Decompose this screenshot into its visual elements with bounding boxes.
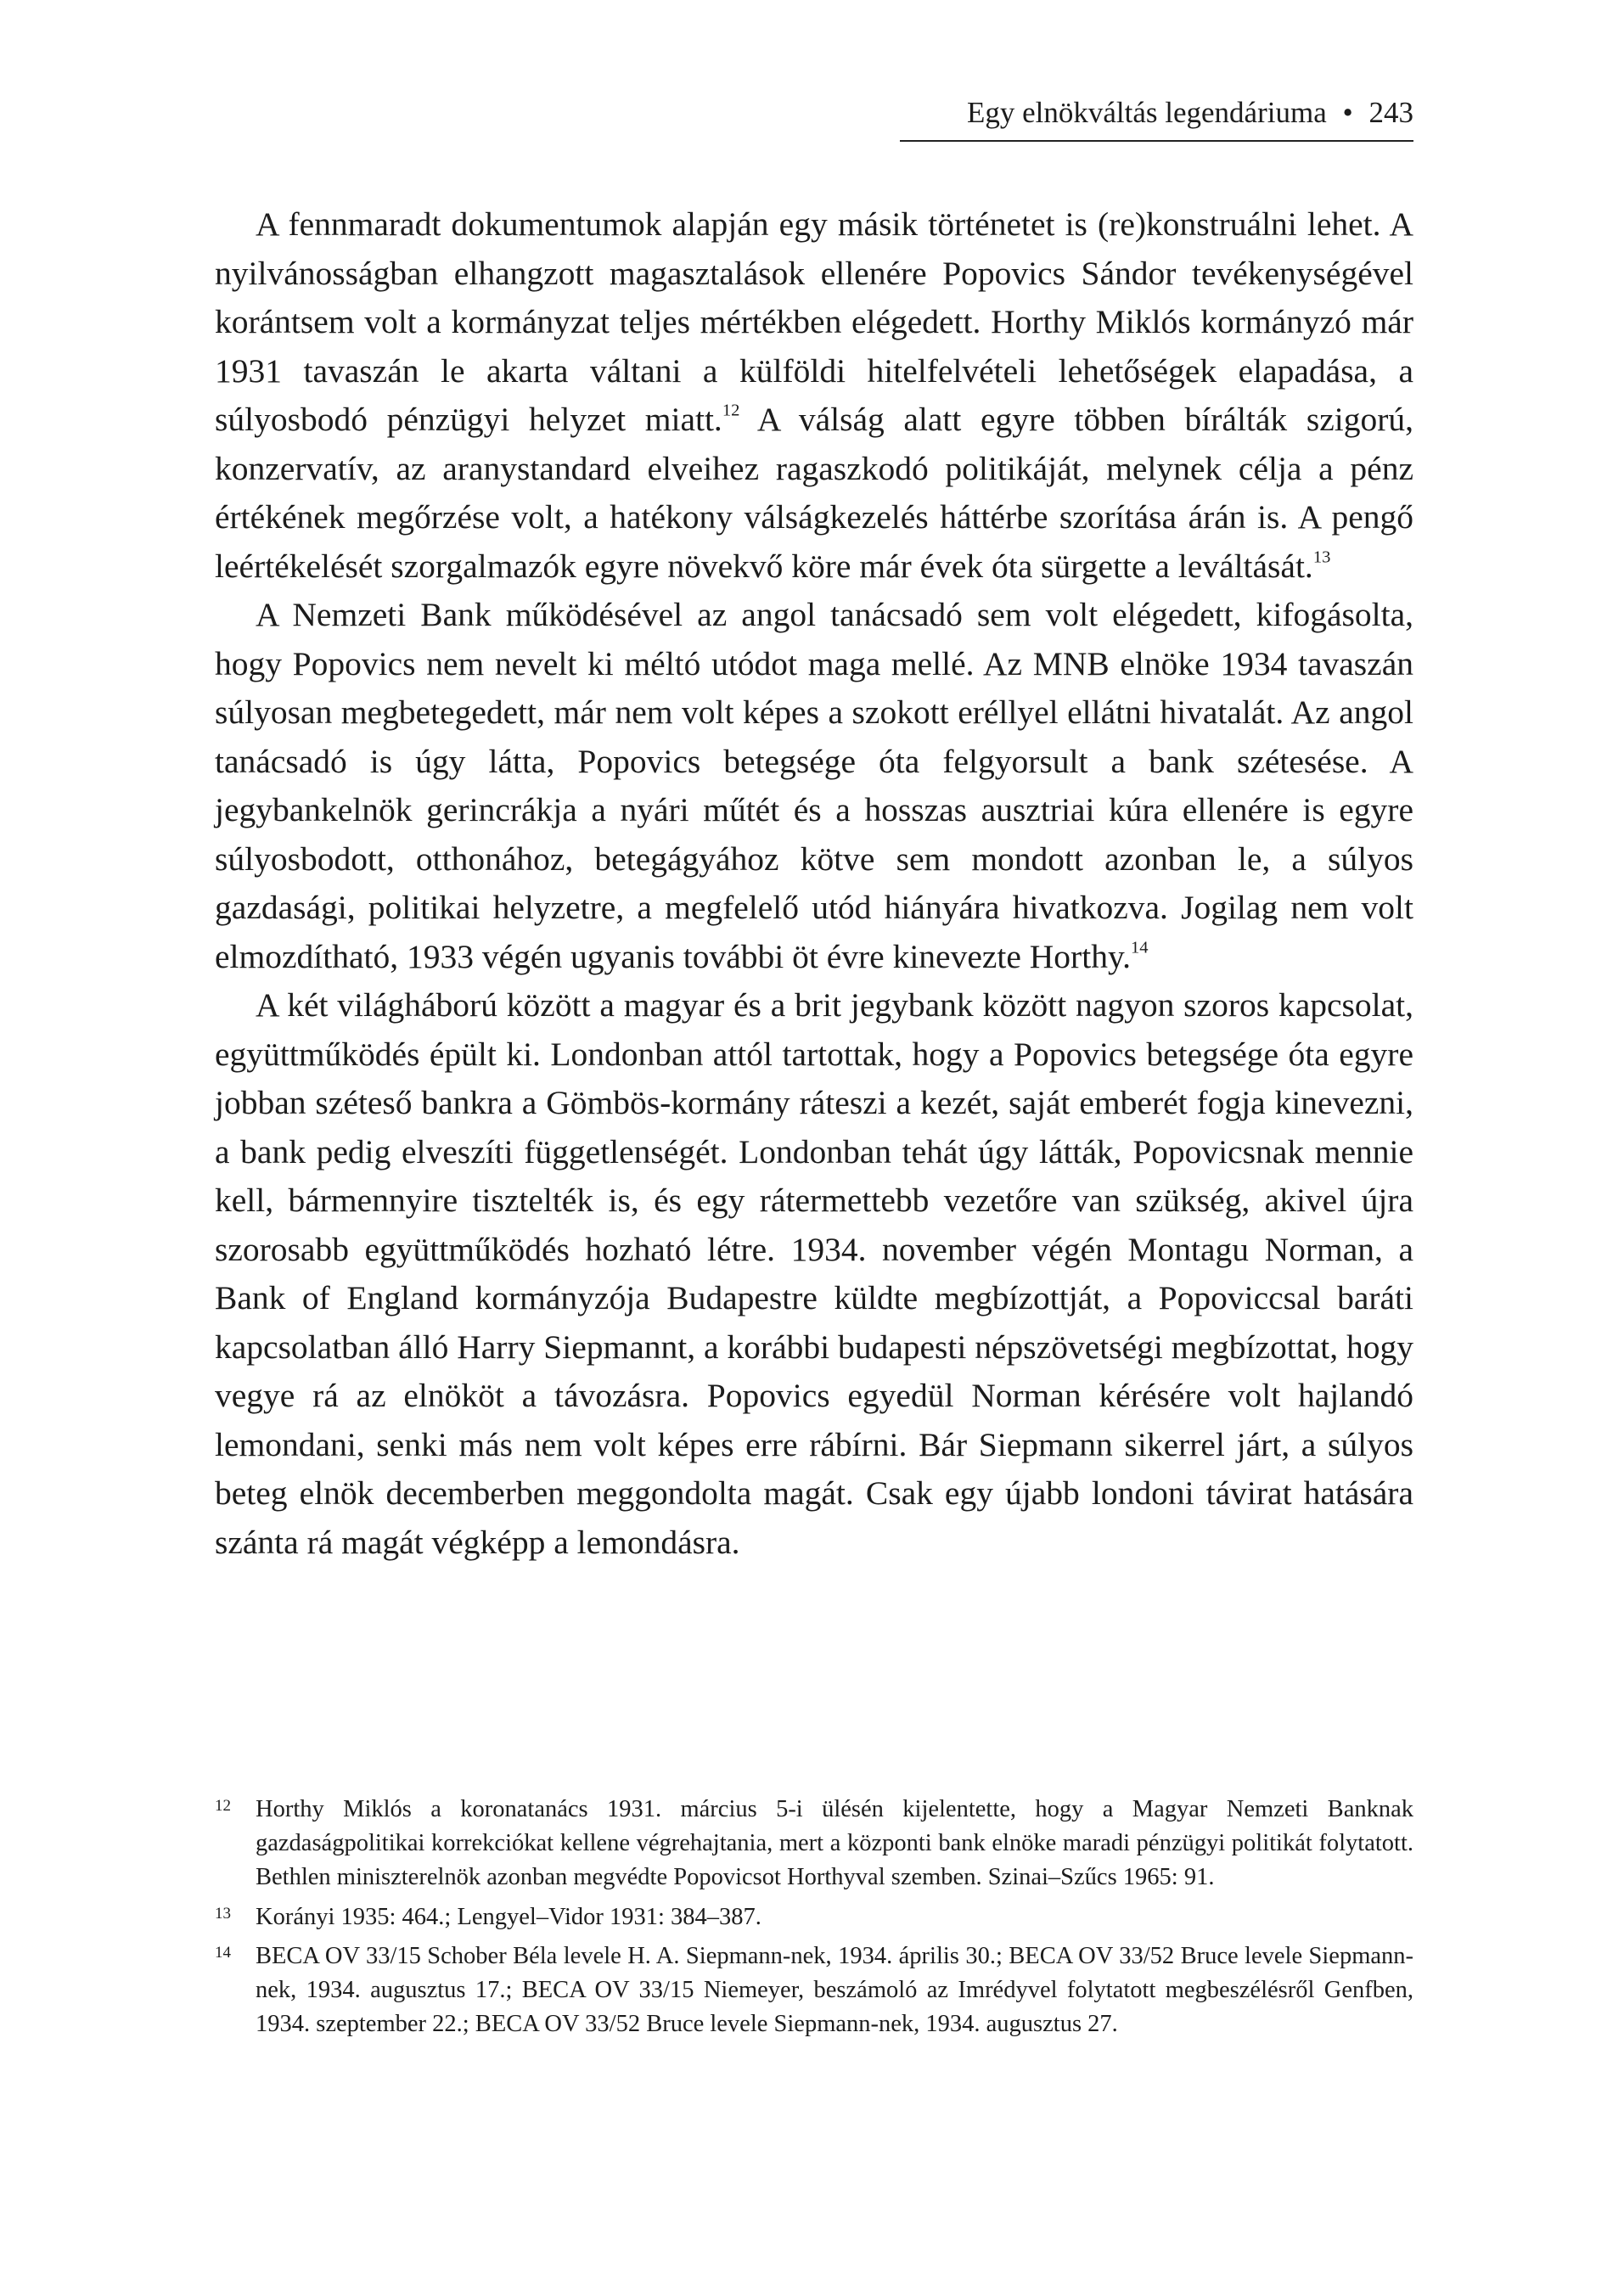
footnote-number: 14	[215, 1943, 231, 1962]
paragraph-2-text: A Nemzeti Bank működésével az angol tanácsadó sem volt elégedett, kifogásolta, hogy Popovics nem nevelt ki méltó utódot maga mellé. Az MNB elnöke 1934 tavaszán súlyosan megbetegedett, már nem volt képes a szokott eréllyel ellátni hivatalát. Az angol tanácsadó is úgy látta, Popovics betegsége óta felgyorsult a bank szétesése. A jegybankelnök gerincrákja a nyári műtét és a hosszas ausztriai kúra ellenére is egyre súlyosbodott, otthonához, betegágyához kötve sem mondott azonban le, a súlyos gazdasági, politikai helyzetre, a megfelelő utód hiányára hivatkozva. Jogilag nem volt elmozdítható, 1933 végén ugyanis további öt évre kinevezte Horthy.	[215, 596, 1413, 975]
footnotes	[215, 1793, 1413, 2046]
paragraph-1	[215, 200, 1413, 591]
chapter-title: Egy elnökváltás legendáriuma	[966, 96, 1327, 129]
page-number: 243	[1368, 96, 1413, 129]
footnote-text: Horthy Miklós a koronatanács 1931. március 5-i ülésén kijelentette, hogy a Magyar Nemzeti Banknak gazdaságpolitikai korrekciókat kellene végrehajtania, mert a központi bank elnöke maradi pénzügyi politikát folytatott. Bethlen miniszterelnök azonban megvédte Popovicsot Horthyval szemben. Szinai–Szűcs 1965: 91.	[256, 1796, 1413, 1891]
footnote-text: BECA OV 33/15 Schober Béla levele H. A. Siepmann-nek, 1934. április 30.; BECA OV 33/52 Bruce levele Siepmann-nek, 1934. augusztus 17.; BECA OV 33/15 Niemeyer, beszámoló az Imrédyvel folytatott megbeszélésről Genfben, 1934. szeptember 22.; BECA OV 33/52 Bruce levele Siepmann-nek, 1934. augusztus 27.	[256, 1942, 1413, 2038]
paragraph-1-text-a: A fennmaradt dokumentumok alapján egy másik történetet is (re)konstruálni lehet. A nyilvánosságban elhangzott magasztalások ellenére Popovics Sándor tevékenységével korántsem volt a kormányzat teljes mértékben elégedett. Horthy Miklós kormányzó már 1931 tavaszán le akarta váltani a külföldi hitelfelvételi lehetőségek elapadása, a súlyosbodó pénzügyi helyzet miatt.	[215, 205, 1413, 438]
main-text	[215, 200, 1413, 1567]
footnote-number: 12	[215, 1797, 231, 1815]
running-header	[900, 89, 1413, 142]
footnote-number: 13	[215, 1904, 231, 1923]
footnote-12	[215, 1793, 1413, 1895]
paragraph-3-text: A két világháború között a magyar és a brit jegybank között nagyon szoros kapcsolat, együttműködés épült ki. Londonban attól tartottak, hogy a Popovics betegsége óta egyre jobban széteső bankra a Gömbös-kormány ráteszi a kezét, saját emberét fogja kinevezni, a bank pedig elveszíti függetlenségét. Londonban tehát úgy látták, Popovicsnak mennie kell, bármennyire tisztelték is, és egy rátermettebb vezetőre van szükség, akivel újra szorosabb együttműködés hozható létre. 1934. november végén Montagu Norman, a Bank of England kormányzója Budapestre küldte megbízottját, a Popoviccsal baráti kapcsolatban álló Harry Siepmannt, a korábbi budapesti népszövetségi megbízottat, hogy vegye rá az elnököt a távozásra. Popovics egyedül Norman kérésére volt hajlandó lemondani, senki más nem volt képes erre rábírni. Bár Siepmann sikerrel járt, a súlyos beteg elnök decemberben meggondolta magát. Csak egy újabb londoni távirat hatására szánta rá magát végképp a lemondásra.	[215, 986, 1413, 1561]
paragraph-3	[215, 981, 1413, 1567]
footnote-14	[215, 1940, 1413, 2042]
footnote-text: Korányi 1935: 464.; Lengyel–Vidor 1931: 384–387.	[256, 1903, 761, 1930]
header-separator: •	[1342, 96, 1353, 129]
footnote-ref-14: 14	[1131, 938, 1149, 957]
footnote-13	[215, 1900, 1413, 1934]
paragraph-1-text-b: A válság alatt egyre többen bírálták szigorú, konzervatív, az aranystandard elveihez ragaszkodó politikáját, melynek célja a pénz értékének megőrzése volt, a hatékony válságkezelés háttérbe szorítása árán is. A pengő leértékelését szorgalmazók egyre növekvő köre már évek óta sürgette a leváltását.	[215, 401, 1413, 585]
footnote-ref-12: 12	[722, 401, 740, 420]
footnote-ref-13: 13	[1312, 547, 1331, 567]
paragraph-2	[215, 591, 1413, 981]
